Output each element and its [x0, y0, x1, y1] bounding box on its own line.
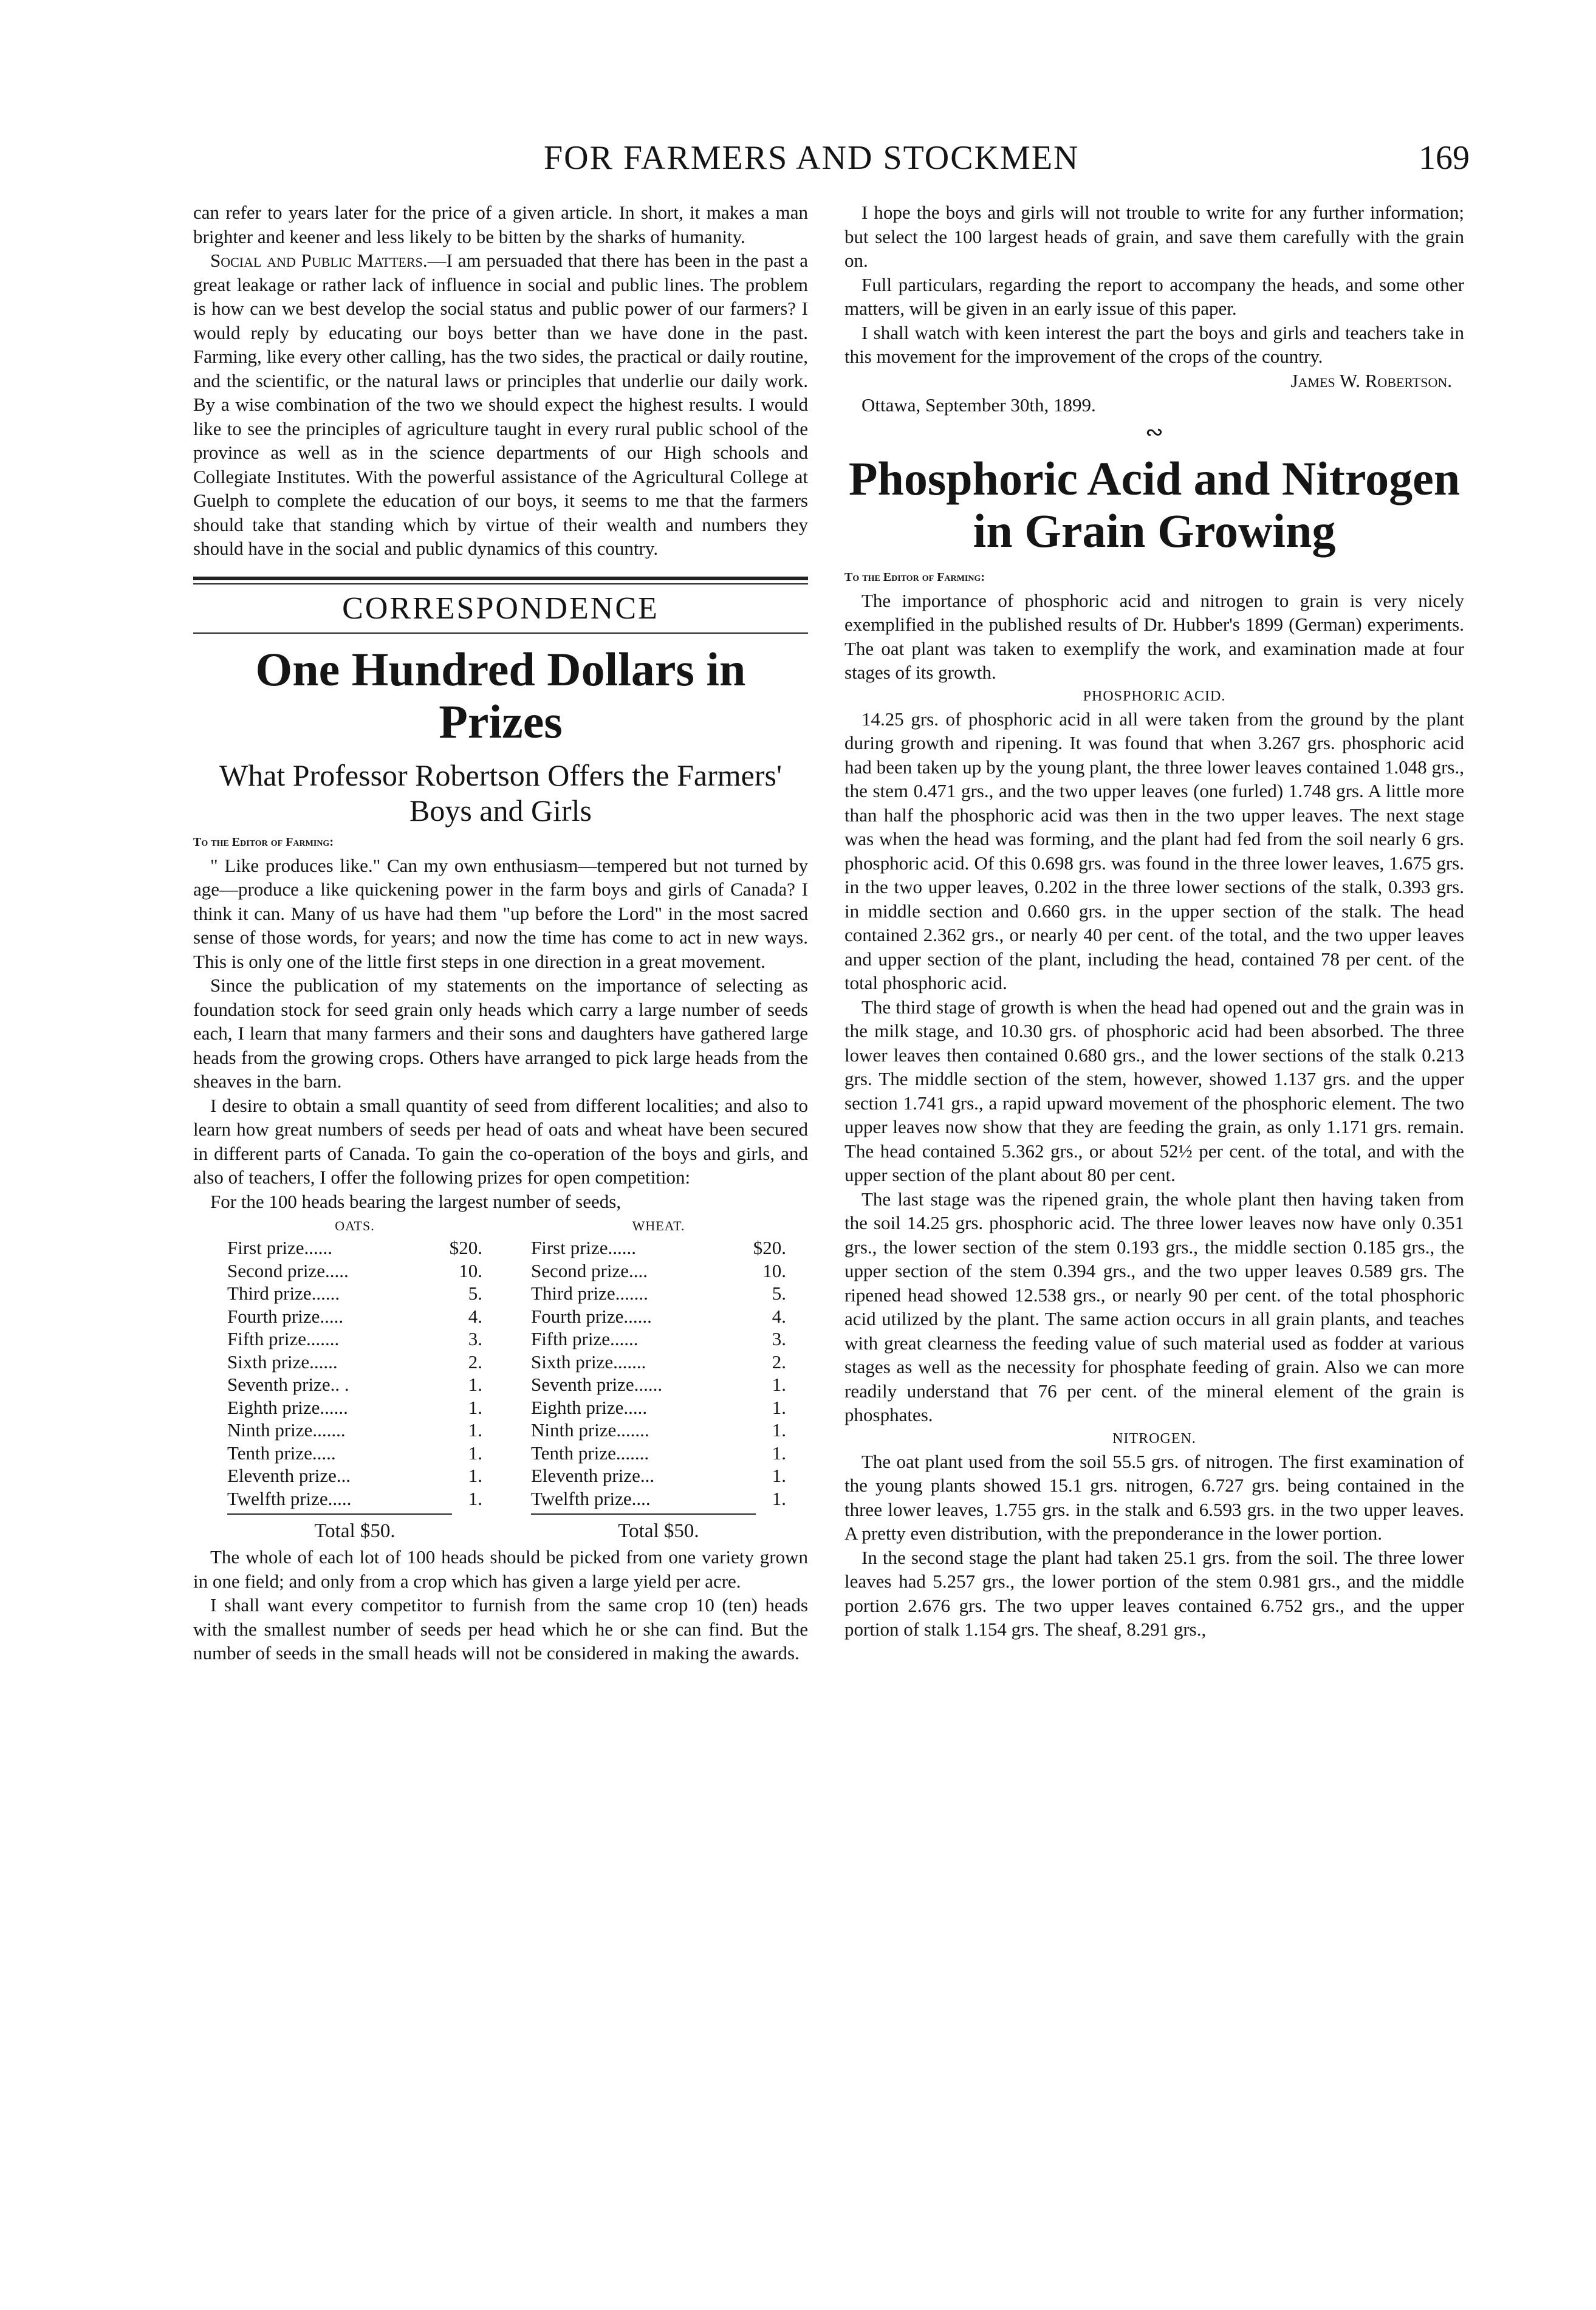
oats-prize-row — [227, 1260, 482, 1283]
prize-amount: 10. — [459, 1260, 482, 1281]
wheat-prize-row — [531, 1328, 786, 1351]
prize-place: Seventh prize.. . — [227, 1374, 349, 1395]
nitrogen-paragraph: In the second stage the plant had taken 25.1 grs. from the soil. The three lower leaves had 5.257 grs., the lower portion of the stem 0.981 grs., and the middle portion 2.676 grs. The two upper leaves contained 6.752 grs., and the upper portion of stalk 1.154 grs. The sheaf, 8.291 grs., — [844, 1546, 1464, 1640]
wheat-prize-column — [531, 1216, 786, 1545]
closing-paragraph: I shall want every competitor to furnish from the same crop 10 (ten) heads with the smallest number of seeds per head which he or she can find. But the number of seeds in the small heads will not be considered in making the awards. — [193, 1594, 808, 1664]
nitrogen-heading: NITROGEN. — [1112, 1430, 1196, 1447]
oats-prize-row — [227, 1487, 482, 1510]
prize-amount: 1. — [468, 1419, 482, 1441]
oats-prize-row — [227, 1351, 482, 1374]
oats-total: Total $50. — [314, 1520, 396, 1542]
prize-place: Ninth prize....... — [227, 1419, 346, 1441]
prize-place: Second prize..... — [227, 1260, 349, 1281]
nitrogen-paragraph: The oat plant used from the soil 55.5 grs. of nitrogen. The first examination of the young plants showed 15.1 grs. nitrogen, 6.727 grs. being contained in the three lower leaves, 1.755 grs. in the stalk and 6.593 grs. in the two upper leaves. A pretty even distribution, with the preponderance in the lower portion. — [844, 1450, 1464, 1544]
dateline: Ottawa, September 30th, 1899. — [861, 394, 1096, 416]
wheat-prize-row — [531, 1396, 786, 1419]
right-column — [844, 200, 1464, 1642]
prize-place: Eighth prize..... — [531, 1396, 648, 1418]
oats-prize-row — [227, 1396, 482, 1419]
social-body: I am persuaded that there has been in the past a great leakage or rather lack of influence in social and public lines. The problem is how can we best develop the social status and public power of our farmers? I would reply by educating our boys better than we have done in the past. Farming, like every other calling, has the two sides, the practical or daily routine, and the scientific, or the natural laws or principles that underlie our daily work. By a wise combination of the two we should expect the highest results. I would like to see the principles of agriculture taught in every rural public school of the province as well as in the science departments of our High schools and Collegiate Institutes. With the powerful assistance of the Agricultural College at Guelph to complete the education of our boys, it seems to me that the farmers should take that standing which by virtue of their wealth and numbers they should have in the social and public dynamics of this country. — [193, 250, 808, 559]
prize-place: Fifth prize....... — [227, 1328, 340, 1349]
oats-prize-row — [227, 1328, 482, 1351]
prize-place: Eleventh prize... — [227, 1465, 351, 1486]
body-paragraph: Full particulars, regarding the report to accompany the heads, and some other matters, will be given in an early issue of this paper. — [844, 273, 1464, 319]
prize-place: Third prize...... — [227, 1283, 340, 1304]
wheat-total: Total $50. — [618, 1520, 699, 1542]
wheat-prize-row — [531, 1464, 786, 1487]
prize-amount: $20. — [753, 1237, 786, 1258]
wheat-prize-row — [531, 1419, 786, 1442]
oats-prize-row — [227, 1236, 482, 1260]
prize-amount: 3. — [772, 1328, 786, 1349]
body-paragraph: Since the publication of my statements on the importance of selecting as foundation stock for seed grain only heads which carry a large number of seeds each, I learn that many farmers and their sons and daughters have gathered large heads from the growing crops. Others have arranged to pick large heads from the sheaves in the barn. — [193, 975, 808, 1092]
signature: James W. Robertson. — [1290, 369, 1452, 391]
phosphoric-paragraph: The last stage was the ripened grain, the whole plant then having taken from the soil 14.25 grs. phosphoric acid. The three lower leaves now have only 0.351 grs., the lower section of the stem 0.193 grs., the middle section 0.185 grs., the upper section of the stem 0.394 grs., and the two upper leaves 0.589 grs. The ripened head showed 12.538 grs., or nearly 90 per cent. of the total phosphoric acid utilized by the plant. The same action occurs in all grain plants, and teaches with great clearness the feeding value of such material used as fodder at various stages as well as the necessity for phosphate feeding of grain. Also we can more readily understand that 76 per cent. of the mineral element of the grain is phosphates. — [844, 1188, 1464, 1425]
prize-amount: 10. — [762, 1260, 786, 1281]
prize-amount: 1. — [468, 1374, 482, 1395]
social-heading: Social and Public Matters.— — [210, 250, 447, 271]
prize-amount: 3. — [468, 1328, 482, 1349]
social-public-paragraph — [193, 248, 808, 561]
prize-place: Eleventh prize... — [531, 1465, 655, 1486]
intro-paragraph: The importance of phosphoric acid and nitrogen to grain is very nicely exemplified in the published results of Dr. Hubber's 1899 (German) experiments. The oat plant was taken to exemplify the work, and examination made at four stages of its growth. — [844, 589, 1464, 683]
oats-total-rule — [227, 1513, 452, 1515]
prize-amount: 1. — [772, 1442, 786, 1464]
prize-place: Fourth prize..... — [227, 1305, 344, 1327]
prize-place: Second prize.... — [531, 1260, 648, 1281]
article-title: Phosphoric Acid and Nitrogen in Grain Growing — [848, 451, 1461, 557]
prize-place: First prize...... — [531, 1237, 637, 1258]
prize-amount: 1. — [772, 1419, 786, 1441]
ornament-glyph: ∾ — [1145, 419, 1164, 444]
article-title: One Hundred Dollars in Prizes — [255, 642, 746, 748]
prize-place: Eighth prize...... — [227, 1396, 348, 1418]
phosphoric-paragraph: The third stage of growth is when the head had opened out and the grain was in the milk stage, and 10.30 grs. of phosphoric acid had been absorbed. The three lower leaves then contained 0.680 grs., and the lower sections of the stalk 0.213 grs. The middle section of the stem, however, showed 1.137 grs. and the upper section 1.741 grs., a rapid upward movement of the phosphoric element. The two upper leaves now show that they are feeding the grain, as only 1.171 grs. remain. The head contained 5.362 grs., or about 52½ per cent. of the total, and with the upper section of the plant about 80 per cent. — [844, 996, 1464, 1185]
prize-place: Twelfth prize..... — [227, 1487, 352, 1509]
prize-amount: 1. — [772, 1487, 786, 1509]
phosphoric-acid-heading: PHOSPHORIC ACID. — [1083, 688, 1226, 704]
prize-amount: 5. — [468, 1283, 482, 1304]
wheat-prize-row — [531, 1305, 786, 1328]
intro-paragraph: can refer to years later for the price of a given article. In short, it makes a man brighter and keener and less likely to be bitten by the sharks of humanity. — [193, 202, 808, 247]
body-paragraph: I hope the boys and girls will not trouble to write for any further information; but select the 100 largest heads of grain, and save them carefully with the grain on. — [844, 202, 1464, 271]
prize-place: Fourth prize...... — [531, 1305, 652, 1327]
article-subtitle: What Professor Robertson Offers the Farmers' Boys and Girls — [219, 758, 782, 828]
prize-amount: 1. — [772, 1374, 786, 1395]
prize-amount: 1. — [468, 1487, 482, 1509]
body-paragraph: I desire to obtain a small quantity of seed from different localities; and also to learn how great numbers of seeds per head of oats and wheat have been secured in different parts of Canada. To gain the co-operation of the boys and girls, and also of teachers, I offer the following prizes for open competition: — [193, 1094, 808, 1188]
closing-paragraph: The whole of each lot of 100 heads should be picked from one variety grown in one field; and only from a crop which has given a large yield per acre. — [193, 1546, 808, 1592]
left-column — [193, 200, 808, 1665]
wheat-prize-row — [531, 1487, 786, 1510]
oats-header: OATS. — [335, 1218, 375, 1233]
prize-place: Ninth prize....... — [531, 1419, 649, 1441]
prize-amount: 2. — [468, 1351, 482, 1373]
oats-prize-row — [227, 1442, 482, 1465]
wheat-prize-row — [531, 1373, 786, 1396]
prize-amount: 4. — [468, 1305, 482, 1327]
prize-table — [193, 1216, 808, 1545]
oats-prize-column — [227, 1216, 482, 1545]
oats-prize-row — [227, 1419, 482, 1442]
wheat-total-rule — [531, 1513, 756, 1515]
page-header — [0, 139, 1596, 181]
prize-amount: $20. — [449, 1237, 482, 1258]
to-editor-line: To the Editor of Farming: — [844, 570, 985, 584]
to-editor-line: To the Editor of Farming: — [193, 835, 334, 849]
prize-place: Sixth prize...... — [227, 1351, 338, 1373]
phosphoric-paragraph: 14.25 grs. of phosphoric acid in all were taken from the ground by the plant during growth and ripening. It was found that when 3.267 grs. phosphoric acid had been taken up by the young plant, the three lower leaves contained 1.048 grs., the stem 0.471 grs., and the two upper leaves (one furled) 1.748 grs. A little more than half the phosphoric acid was then in the two upper leaves. The next stage was when the head was forming, and the plant had fed from the soil nearly 6 grs. phosphoric acid. Of this 0.698 grs. was found in the three lower leaves, 1.675 grs. in the two upper leaves, 0.202 in the three lower sections of the stalk, 0.393 grs. in middle section and 0.660 grs. in the upper section of the stalk. The head contained 2.362 grs., or nearly 40 per cent. of the total, and the two upper leaves and upper section of the plant, including the head, contained 78 per cent. of the total phosphoric acid. — [844, 708, 1464, 993]
prize-place: Sixth prize....... — [531, 1351, 646, 1373]
body-paragraph: I shall watch with keen interest the part the boys and girls and teachers take in this movement for the improvement of the crops of the country. — [844, 321, 1464, 367]
prize-place: Twelfth prize.... — [531, 1487, 651, 1509]
prize-place: Third prize....... — [531, 1283, 648, 1304]
prize-amount: 1. — [468, 1396, 482, 1418]
section-heading: CORRESPONDENCE — [342, 591, 659, 626]
prize-place: Fifth prize...... — [531, 1328, 639, 1349]
body-paragraph: For the 100 heads bearing the largest number of seeds, — [210, 1190, 622, 1212]
wheat-prize-row — [531, 1236, 786, 1260]
body-paragraph: " Like produces like." Can my own enthusiasm—tempered but not turned by age—produce a like quickening power in the farm boys and girls of Canada? I think it can. Many of us have had them "up before the Lord" in the most sacred sense of those words, for years; and now the time has come to act in new ways. This is only one of the little first steps in one direction in a great movement. — [193, 854, 808, 972]
wheat-prize-row — [531, 1260, 786, 1283]
wheat-prize-row — [531, 1351, 786, 1374]
running-head: FOR FARMERS AND STOCKMEN — [544, 139, 1080, 177]
prize-amount: 1. — [772, 1396, 786, 1418]
prize-amount: 5. — [772, 1283, 786, 1304]
section-rule-top-thin — [193, 583, 808, 584]
prize-amount: 4. — [772, 1305, 786, 1327]
prize-place: Tenth prize....... — [531, 1442, 649, 1464]
prize-place: First prize...... — [227, 1237, 333, 1258]
page-number: 169 — [1419, 139, 1470, 177]
prize-place: Seventh prize...... — [531, 1374, 663, 1395]
wheat-header: WHEAT. — [632, 1218, 685, 1233]
prize-amount: 1. — [772, 1465, 786, 1486]
prize-place: Tenth prize..... — [227, 1442, 336, 1464]
wheat-prize-row — [531, 1442, 786, 1465]
oats-prize-row — [227, 1282, 482, 1305]
prize-amount: 1. — [468, 1465, 482, 1486]
oats-prize-row — [227, 1305, 482, 1328]
oats-prize-row — [227, 1464, 482, 1487]
prize-amount: 1. — [468, 1442, 482, 1464]
oats-prize-row — [227, 1373, 482, 1396]
wheat-prize-row — [531, 1282, 786, 1305]
prize-amount: 2. — [772, 1351, 786, 1373]
